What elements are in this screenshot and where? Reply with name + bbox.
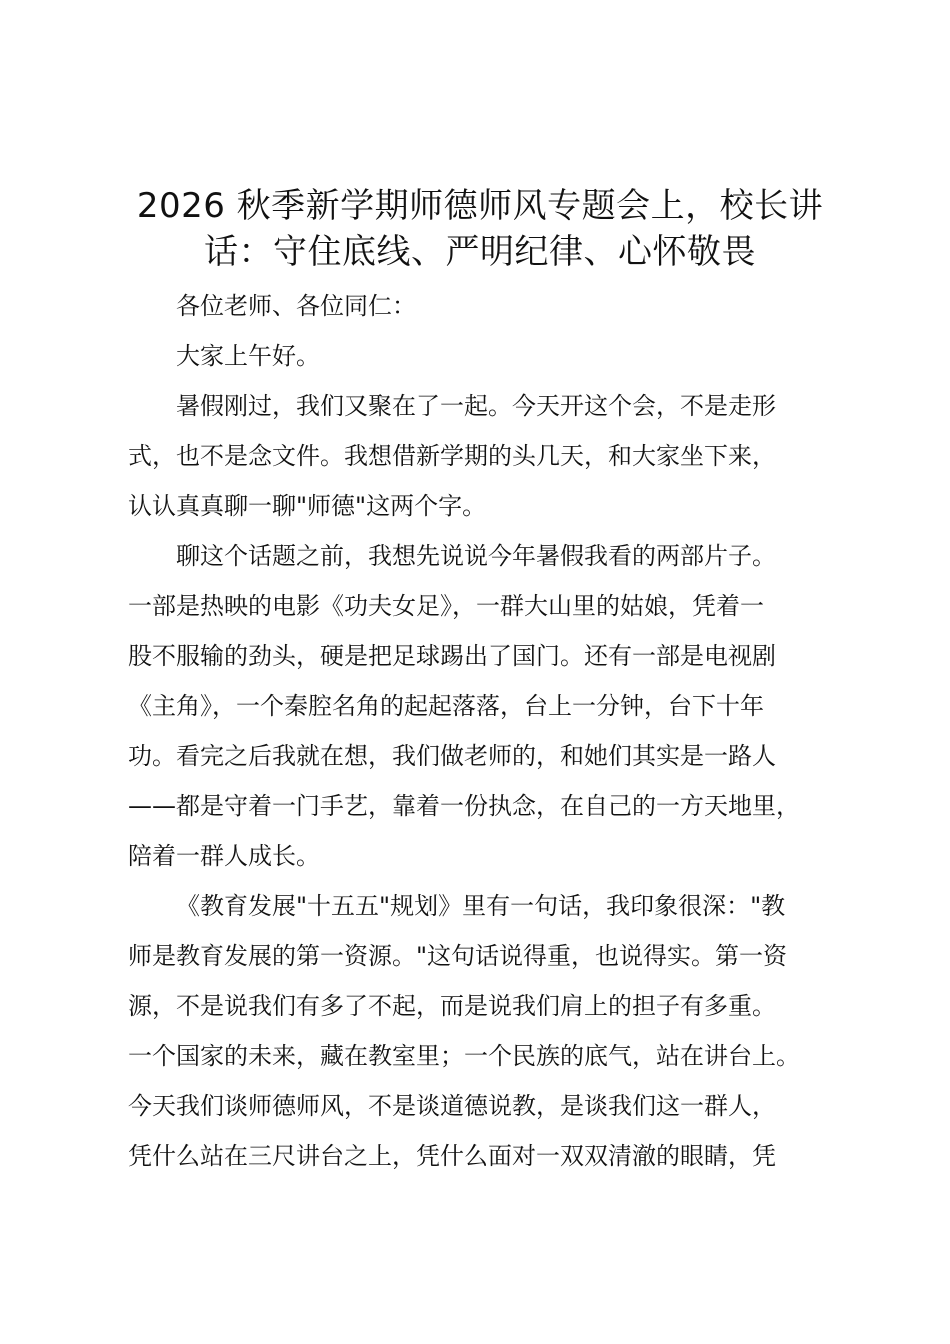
title-line-2: 话：守住底线、严明纪律、心怀敬畏 (204, 232, 756, 272)
paragraph-1-line-1: 暑假刚过，我们又聚在了一起。今天开这个会，不是走形 (176, 392, 776, 420)
paragraph-2-line-7: 陪着一群人成长。 (128, 842, 320, 870)
paragraph-2-line-6: ——都是守着一门手艺，靠着一份执念，在自己的一方天地里， (128, 792, 800, 820)
document-body (128, 281, 868, 1181)
paragraph-3-line-3: 源，不是说我们有多了不起，而是说我们肩上的担子有多重。 (128, 992, 776, 1020)
greeting: 大家上午好。 (176, 342, 320, 370)
paragraph-3-line-5: 今天我们谈师德师风，不是谈道德说教，是谈我们这一群人， (128, 1092, 776, 1120)
paragraph-2-line-3: 股不服输的劲头，硬是把足球踢出了国门。还有一部是电视剧 (128, 642, 776, 670)
document-title (110, 183, 850, 275)
paragraph-3-line-2: 师是教育发展的第一资源。"这句话说得重，也说得实。第一资 (128, 942, 788, 970)
paragraph-2-line-5: 功。看完之后我就在想，我们做老师的，和她们其实是一路人 (128, 742, 776, 770)
paragraph-1-line-2: 式，也不是念文件。我想借新学期的头几天，和大家坐下来， (128, 442, 776, 470)
paragraph-3-line-6: 凭什么站在三尺讲台之上，凭什么面对一双双清澈的眼睛，凭 (128, 1142, 776, 1170)
paragraph-2-line-1: 聊这个话题之前，我想先说说今年暑假我看的两部片子。 (176, 542, 776, 570)
title-line-1: 2026 秋季新学期师德师风专题会上，校长讲 (136, 186, 824, 226)
salutation: 各位老师、各位同仁： (176, 292, 416, 320)
paragraph-2-line-4: 《主角》，一个秦腔名角的起起落落，台上一分钟，台下十年 (128, 692, 764, 720)
paragraph-2-line-2: 一部是热映的电影《功夫女足》，一群大山里的姑娘，凭着一 (128, 592, 764, 620)
paragraph-3-line-4: 一个国家的未来，藏在教室里；一个民族的底气，站在讲台上。 (128, 1042, 800, 1070)
paragraph-3-line-1: 《教育发展"十五五"规划》里有一句话，我印象很深："教 (176, 892, 786, 920)
paragraph-1-line-3: 认认真真聊一聊"师德"这两个字。 (128, 492, 487, 520)
